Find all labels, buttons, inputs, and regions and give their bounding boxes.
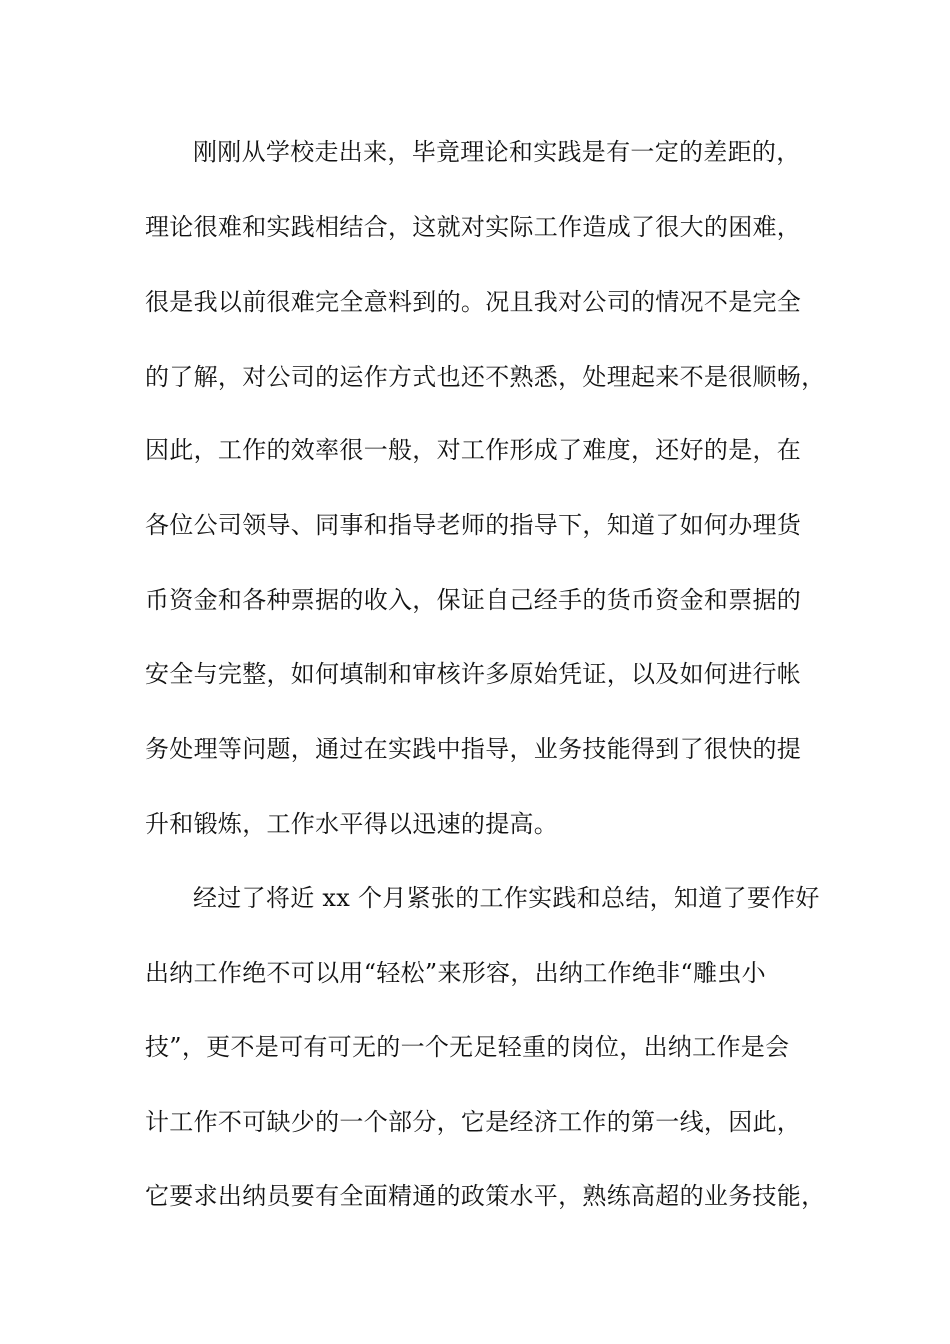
text-line: 务处理等问题，通过在实践中指导，业务技能得到了很快的提: [145, 735, 802, 763]
text-line: 出纳工作绝不可以用“轻松”来形容，出纳工作绝非“雕虫小: [145, 959, 766, 987]
text-line: 币资金和各种票据的收入，保证自己经手的货币资金和票据的: [145, 586, 802, 614]
text-line: 各位公司领导、同事和指导老师的指导下，知道了如何办理货: [145, 511, 802, 539]
text-line: 计工作不可缺少的一个部分，它是经济工作的第一线，因此，: [145, 1108, 802, 1136]
text-line: 的了解，对公司的运作方式也还不熟悉，处理起来不是很顺畅，: [145, 363, 826, 391]
text-line: 安全与完整，如何填制和审核许多原始凭证，以及如何进行帐: [145, 660, 802, 688]
text-line: 因此，工作的效率很一般，对工作形成了难度，还好的是，在: [145, 436, 802, 464]
text-line: 升和锻炼，工作水平得以迅速的提高。: [145, 810, 559, 838]
text-line: 理论很难和实践相结合，这就对实际工作造成了很大的困难，: [145, 213, 802, 241]
text-line: 经过了将近 xx 个月紧张的工作实践和总结，知道了要作好: [193, 884, 820, 912]
text-line: 它要求出纳员要有全面精通的政策水平，熟练高超的业务技能，: [145, 1182, 826, 1210]
text-line: 很是我以前很难完全意料到的。况且我对公司的情况不是完全: [145, 288, 802, 316]
text-line: 技”，更不是可有可无的一个无足轻重的岗位，出纳工作是会: [145, 1033, 790, 1061]
text-line: 刚刚从学校走出来，毕竟理论和实践是有一定的差距的，: [193, 138, 801, 166]
